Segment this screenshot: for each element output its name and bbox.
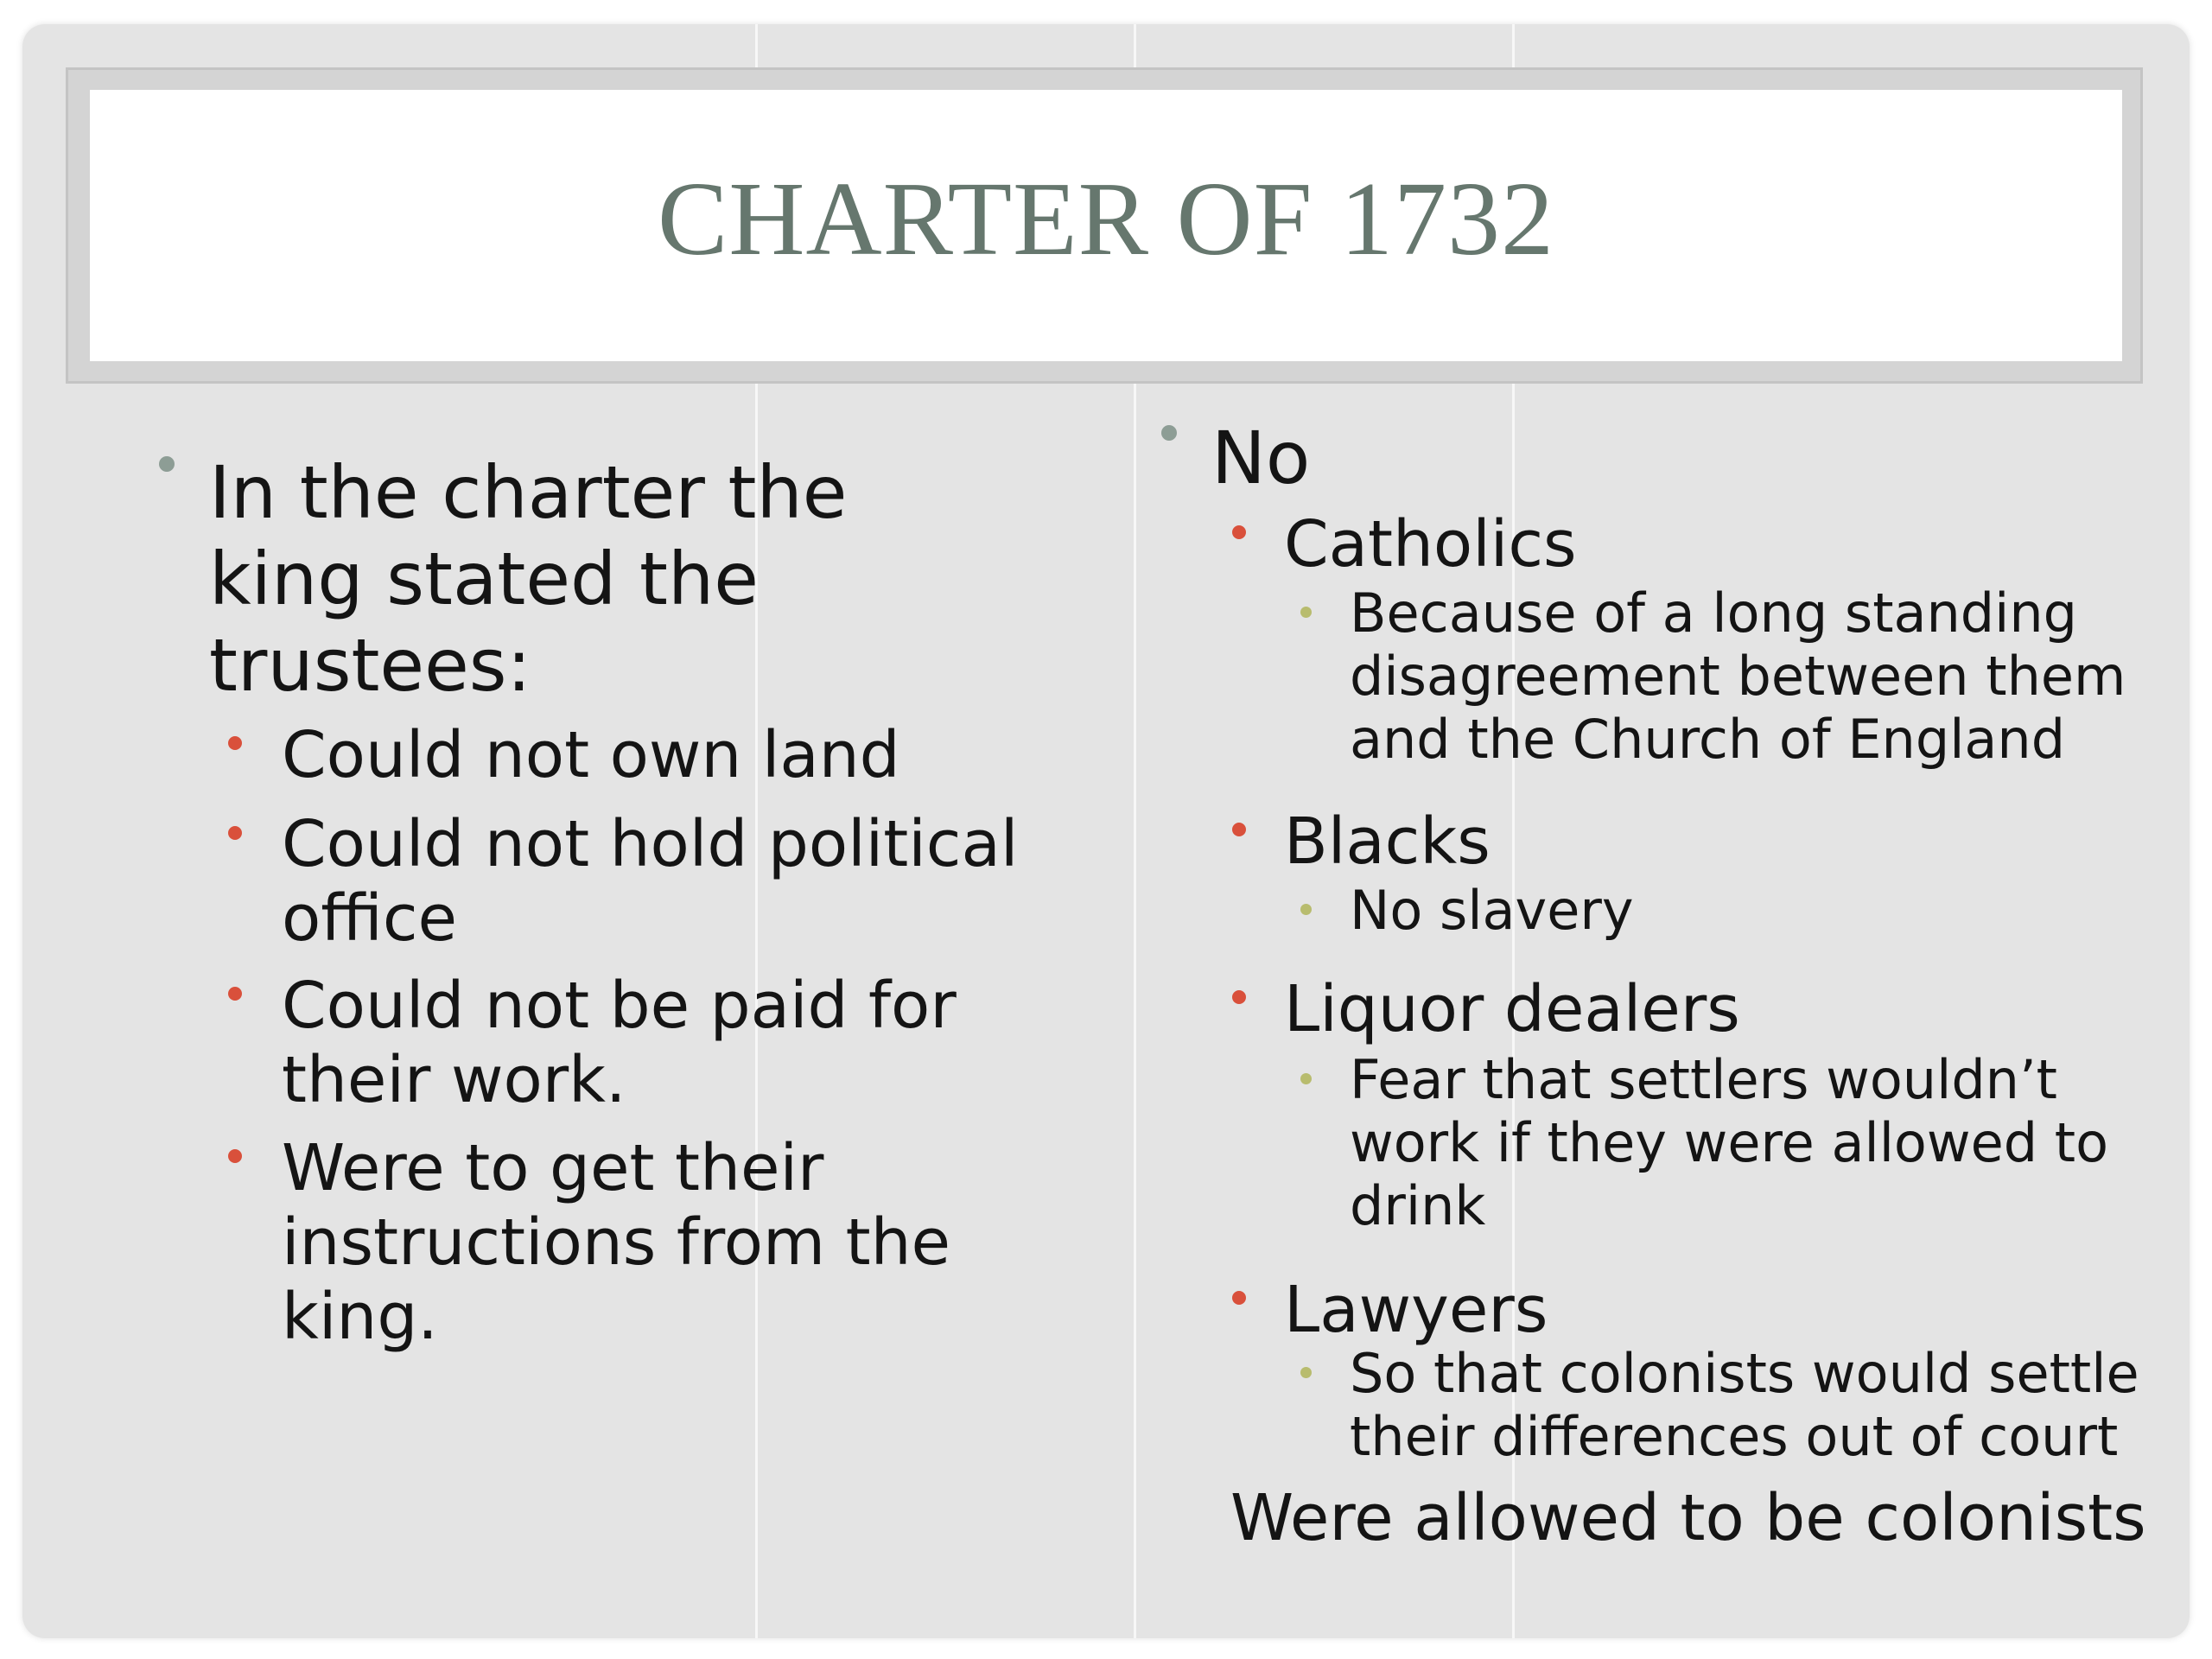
left-item-line: king. [282,1280,438,1354]
level1-bullet [1161,425,1177,441]
left-item-line: Were to get their [282,1131,824,1205]
left-lead-line: trustees: [209,623,531,708]
left-item-line: Could not be paid for [282,969,957,1043]
level2-bullet [1232,823,1246,836]
right-group-label: Lawyers [1284,1273,1548,1347]
left-item-line: Could not hold political [282,807,1019,881]
level2-bullet [228,826,242,840]
level2-bullet [1232,525,1246,539]
level2-bullet [228,736,242,750]
slide [22,24,2190,1638]
right-detail-line: No slavery [1350,879,1634,942]
level2-bullet [228,987,242,1001]
level3-bullet [1300,1367,1312,1378]
right-group-label: Blacks [1284,804,1491,879]
level3-bullet [1300,904,1312,915]
right-detail-line: and the Church of England [1350,708,2066,771]
level2-bullet [228,1149,242,1163]
left-item-line: Could not own land [282,718,900,792]
level2-bullet [1232,990,1246,1004]
slide-title: CHARTER OF 1732 [657,161,1554,277]
right-detail-line: So that colonists would settle [1350,1342,2139,1405]
right-group-label: Liquor dealers [1284,972,1740,1046]
level2-bullet [1232,1291,1246,1305]
right-detail-line: drink [1350,1174,1486,1237]
right-detail-line: disagreement between them [1350,645,2126,708]
left-lead-line: In the charter the [209,450,848,535]
left-item-line: their work. [282,1043,626,1117]
title-box [90,90,2122,361]
right-detail-line: Because of a long standing [1350,582,2078,645]
right-footer: Were allowed to be colonists [1230,1481,2146,1555]
level1-bullet [159,456,175,472]
level3-bullet [1300,1073,1312,1084]
left-item-line: instructions from the [282,1205,951,1280]
right-detail-line: work if they were allowed to [1350,1111,2109,1174]
left-lead-line: king stated the [209,537,759,621]
left-item-line: office [282,881,458,956]
right-detail-line: Fear that settlers wouldn’t [1350,1048,2057,1111]
right-group-label: Catholics [1284,507,1577,582]
level3-bullet [1300,607,1312,618]
right-detail-line: their differences out of court [1350,1405,2119,1468]
right-lead: No [1211,416,1311,500]
